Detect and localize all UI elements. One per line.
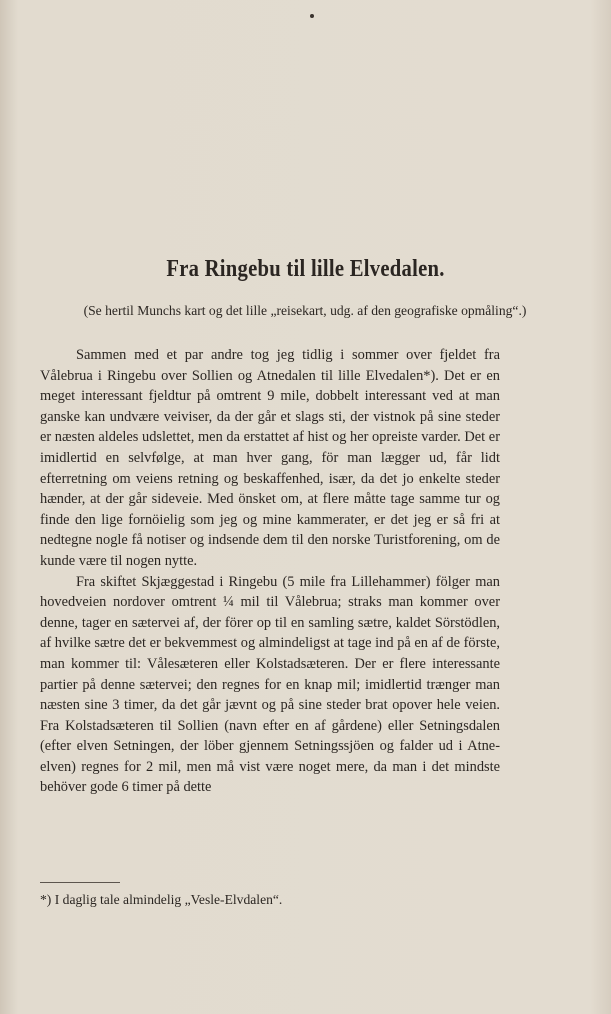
footnote: *) I daglig tale almindelig „Vesle-Elvdalen“. xyxy=(40,892,283,907)
chapter-subtitle: (Se hertil Munchs kart og det lille „reisekart, udg. af den geografiske opmåling“.) xyxy=(83,303,527,318)
page-mark xyxy=(310,14,314,18)
chapter-title: Fra Ringebu til lille Elvedalen. xyxy=(166,256,445,282)
footnote-rule xyxy=(40,882,120,883)
paragraph-1: Sammen med et par andre tog jeg tidlig i sommer over fjeldet fra Vålebrua i Ringebu over Sollien og Atnedalen til lille Elvedalen*). Det er en meget interessant fjeldtur på omtrent 9 mile, dobbelt interessant ved at man ganske kan undvære veiviser, da der går et slags sti, der vistnok på sine steder er næsten aldeles udslettet, men da erstattet af hist og her opreiste varder. Det er imidlertid en selvfølge, at man hver gang, för man lægger ud, får lidt efterretning om veiens retning og beskaffenhed, især, da det jo enkelte steder hænder, at der går sideveie. Med önsket om, at flere måtte tage samme tur og finde den lige fornöielig som jeg og mine kammerater, er det jeg er så fri at nedtegne nogle få notiser og indsende dem til den norske Turistforening, om de kunde være til nogen nytte. xyxy=(40,347,500,569)
paragraph-2: Fra skiftet Skjæggestad i Ringebu (5 mile fra Lillehammer) fölger man hovedveien nordover omtrent ¼ mil til Vålebrua; straks man kommer over denne, tager en sætervei af, der förer op til en samling sætre, kaldet Sörstödlen, af hvilke sætre det er bekvemmest og almindeligst at tage ind på en af de förste, man kommer til: Vålesæteren eller Kolstadsæteren. Der er flere interessante partier på denne sætervei; den regnes for en knap mil; imidlertid trænger man næsten sine 3 timer, da det går jævnt og på sine steder brat opover hele veien. Fra Kolstadsæteren til Sollien (navn efter en af gårdene) eller Setningsdalen (efter elven Setningen, der löber gjennem Setningssjöen og falder ud i Atne-elven) regnes for 2 mil, men må vist være noget mere, da man i det mindste behöver gode 6 timer på dette xyxy=(40,573,500,796)
body-text xyxy=(40,345,500,798)
